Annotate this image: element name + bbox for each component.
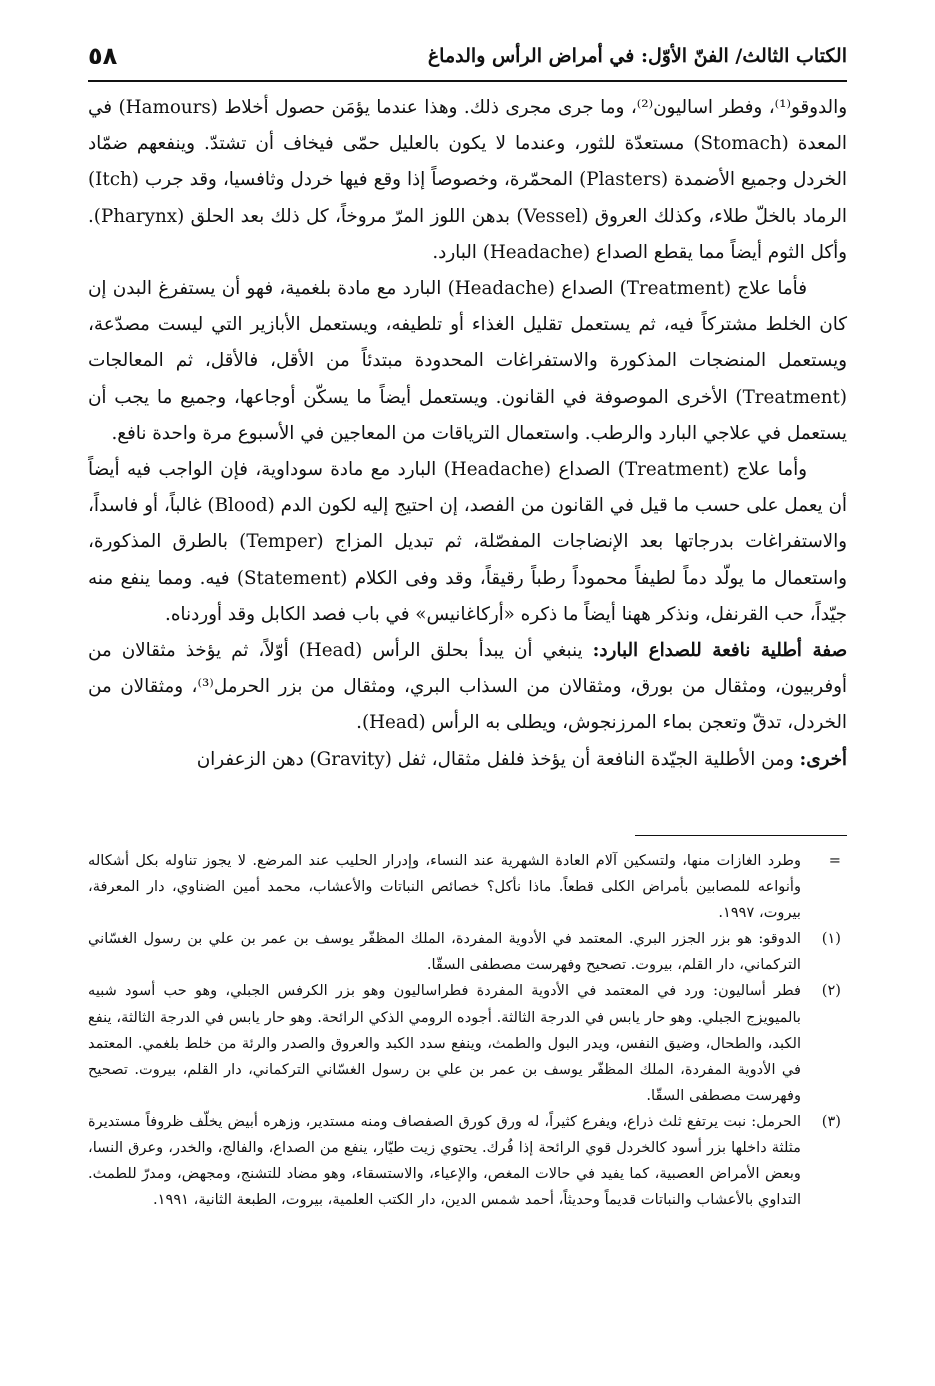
paragraph: وأما علاج (Treatment) الصداع (Headache) البارد مع مادة سوداوية، فإن الواجب فيه أيضاً أن يعمل على حسب ما قيل في القانون من الفصد، إن احتيج إليه لكون الدم (Blood) غالباً، أو فاسداً، والاستفراغات بدرجاتها بعد الإنضاجات المفصّلة، ثم تبديل المزاج (Temper) بالطرق المذكورة، واستعمال ما يولّد دماً لطيفاً محموداً رطباً رقيقاً، وقد وفى الكلام (Statement) فيه. ومما ينفع منه جيّداً، حب القرنفل، ونذكر ههنا أيضاً ما ذكره «أركاغانيس» في باب فصد الكابل وقد أوردناه. [88, 459, 847, 625]
footnote-marker: = [828, 852, 841, 869]
main-text [88, 90, 847, 778]
footnote-text: الحرمل: نبت يرتفع ثلث ذراع، ويفرع كثيراً، له ورق كورق الصفصاف ومنه مستدير، وزهره أبيض يخلّف ظروفاً مستديرة مثلثة داخلها بزر أسود كالخردل قوي الرائحة إذا فُرك. يحتوي زيت طيّار، ينفع من الصداع، والفالج، والخدر، وعرق النسا، وبعض الأمراض العصبية، كما يفيد في حالات المغص، والإعياء، والاستسقاء، وهو مضاد للتشنج، ومجهض، ومدرّ للطمث. التداوي بالأعشاب والنباتات قديماً وحديثاً، أحمد شمس الدين، دار الكتب العلمية، بيروت، الطبعة الثانية، ١٩٩١. [88, 1112, 801, 1209]
footnotes [88, 848, 847, 1213]
recipe-text: ينبغي أن يبدأ بحلق الرأس (Head) أوّلاً، ثم يؤخذ مثقالان من أوفربيون، ومثقال من بورق، ومثقالان من السذاب البري، ومثقال من بزر الحرمل⁽³⁾، ومثقالان من الخردل، تدقّ وتعجن بماء المرزنجوش، ويطلى به الرأس (Head). [88, 640, 847, 734]
footnote [88, 1109, 847, 1213]
footnote-text: وطرد الغازات منها، ولتسكين آلام العادة الشهرية عند النساء، وإدرار الحليب عند المرضع. لا يجوز تناوله بكل أشكاله وأنواعه للمصابين بأمراض الكلى قطعاً. ماذا نأكل؟ خصائص النباتات والأعشاب، محمد أمين الضناوي، دار المعرفة، بيروت، ١٩٩٧. [88, 852, 801, 922]
footnote [88, 926, 847, 978]
footnote-marker: (٣) [821, 1112, 841, 1130]
running-title: الكتاب الثالث/ الفنّ الأوّل: في أمراض الرأس والدماغ [427, 45, 847, 67]
footnote [88, 848, 847, 926]
recipe-text: ومن الأطلية الجيّدة النافعة أن يؤخذ فلفل مثقال، ثفل (Gravity) دهن الزعفران [196, 748, 800, 770]
paragraph [88, 742, 847, 778]
page-header [88, 32, 847, 82]
recipe-heading: صفة أطلية نافعة للصداع البارد: [592, 640, 848, 662]
page-number: ٥٨ [88, 42, 118, 70]
footnote-text: الدوقو: هو بزر الجزر البري. المعتمد في الأدوية المفردة، الملك المظفّر يوسف بن عمر بن علي بن رسول الغسّاني التركماني، دار القلم، بيروت. تصحيح وفهرست مصطفى السقّا. [88, 930, 801, 974]
paragraph: والدوقو⁽¹⁾، وفطر اساليون⁽²⁾، وما جرى مجرى ذلك. وهذا عندما يؤمَن حصول أخلاط (Hamours) في المعدة (Stomach) مستعدّة للثور، وعندما لا يكون بالعليل حمّى فيخاف أن تشتدّ. وينفعهم ضمّاد الخردل وجميع الأضمدة (Plasters) المحمّرة، وخصوصاً إذا وقع فيها خردل وثافسيا، وقد جرب (Itch) الرماد بالخلّ طلاء، وكذلك العروق (Vessel) بدهن اللوز المرّ مروخاً، كل ذلك بعد الحلق (Pharynx). وأكل الثوم أيضاً مما يقطع الصداع (Headache) البارد. [88, 97, 848, 263]
footnote-text: فطر أساليون: ورد في المعتمد في الأدوية المفردة فطراساليون وهو بزر الكرفس الجبلي، وهو حب أسود شبيه بالميويزج الجبلي. وهو حار يابس في الدرجة الثالثة. أجوده الرومي الذكي الرائحة. وهو حار يابس في الدرجة الثالثة، ينفع الكبد، والطحال، وضيق النفس، ويدر البول والطمث، وينفع سدد الكبد والعروق والصدر والرئة من خلط بلغمي. المعتمد في الأدوية المفردة، الملك المظفّر يوسف بن عمر بن علي بن رسول الغسّاني التركماني، دار القلم، بيروت. تصحيح وفهرست مصطفى السقّا. [88, 982, 801, 1104]
footnote-marker: (٢) [821, 982, 841, 1000]
footnote-separator [635, 835, 847, 836]
footnote [88, 978, 847, 1108]
paragraph: فأما علاج (Treatment) الصداع (Headache) البارد مع مادة بلغمية، فهو أن يستفرغ البدن إن كان الخلط مشتركاً فيه، ثم يستعمل تقليل الغذاء أو تلطيفه، ويستعمل الأبازير التي ليست مصدّعة، ويستعمل المنضجات المذكورة والاستفراغات المحدودة مبتدئاً من الأقل، فالأقل، ثم المعالجات (Treatment) الأخرى الموصوفة في القانون. ويستعمل أيضاً ما يسكّن أوجاعها، وجميع ما يجب أن يستعمل في علاجي البارد والرطب. واستعمال الترياقات من المعاجين في الأسبوع مرة واحدة نافع. [88, 278, 847, 444]
recipe-heading: أخرى: [799, 748, 847, 770]
footnote-marker: (١) [821, 930, 841, 948]
paragraph [88, 633, 847, 742]
